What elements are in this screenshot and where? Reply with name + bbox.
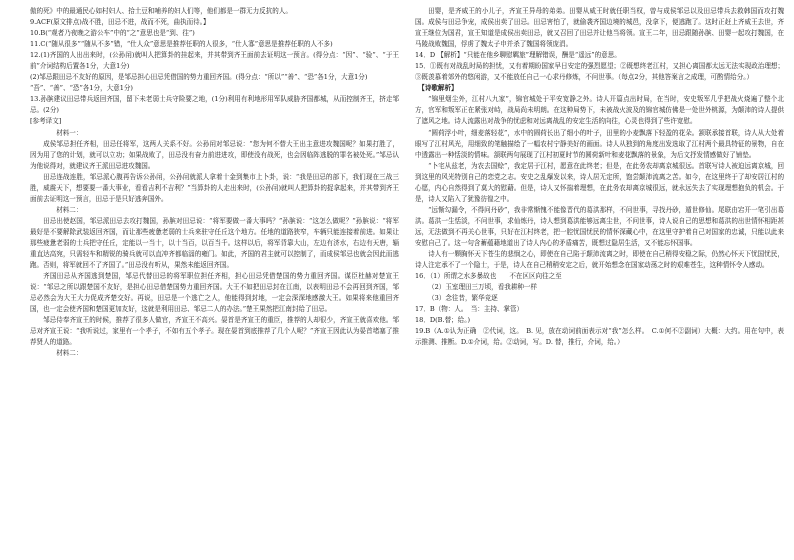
right-paragraph: “圆荷浮小叶，细麦落轻花”，水中的圆荷长出了细小的叶子，田里的小麦飘落下轻盈的花朵。颔联承接首联，诗人从大处着眼写了江村风光，用细致的笔触描绘了一幅农村宁静美好的画面。诗人从独到的角度出发选取了江村两个最具特征的景物，自在中透露出一种恬淡的情味。颔联两句展现了江村初夏时节的圆荷新叶和麦花飘落的景象，为后文抒发情感做好了铺垫。 (415, 128, 784, 159)
right-paragraph: “锦里烟尘外，江村八九家”，锦官城处于平安宽静之外。诗人开篇点出时局，在当时，安史叛军几乎把战火烧遍了整个北方，官军和叛军正在紧张对峙，战局尚未明朗。在这种局势下，未被战火波及的锦官城仿佛是一处世外桃源，为颠沛的诗人提供了遮风之地。诗人流露出对战争的忧虑和对远离战乱的安定生活的向往，心灵也得到了些许宽慰。 (415, 95, 784, 126)
right-paragraph: “卜宅从兹老，为农去国赊”，我定居于江村，愿意在此终老；但是，在此务农却离京城很远。首联写诗人被迫远离京城，回到这里的风光特别自己的恋党之志。安史之乱爆发以来，诗人居无定所，饱尝颠沛流离之苦。如今，在这里终于了却安居江村的心愿，内心自然得到了莫大的慰藉。但是，诗人又怀揣着理想，在此务农却离京城很远，就永远失去了实现理想抱负的机会。于是，诗人又陷入了犹豫彷徨之中。 (415, 161, 784, 203)
right-paragraph: 18．D(B.替；给。) (415, 316, 471, 325)
left-paragraph: 材料二： (56, 349, 83, 358)
left-paragraph: “吾”、“善”、“恐”各1分，大意1分) (30, 84, 133, 93)
right-column (415, 6, 784, 556)
right-paragraph: （3）念往昔，繁华竞逐 (428, 294, 498, 303)
left-paragraph: 邹忌侍奉齐宣王的时候，推荐了很多人做官，齐宣王不高兴。晏首是齐宣王的重臣，推荐的人却很少，齐宣王就喜欢他。邹忌对齐宣王说：“我听说过，家里有一个孝子，不如有五个孝子。现在晏首到底推荐了几个人呢？”齐宣王因此认为晏首堵塞了推荐贤人的道路。 (30, 316, 399, 347)
left-paragraph: 成侯邹忌担任齐相，田忌任将军，这两人关系不好。公孙闬对邹忌说：“您为何不替大王出主意进攻魏国呢？如果打胜了，因为用了您的计划，就可以立功；如果战败了，田忌没有奋力前进进攻，即使没有战死，也会因临阵逃脱的罪名被处死。”邹忌认为他说得对，就建议齐王派田忌进攻魏国。 (30, 139, 399, 170)
right-paragraph: 【诗歌解析】 (418, 84, 458, 93)
left-paragraph: (2)邹忌跟田忌不友好的原因，是邹忌担心田忌凭借国的势力重回齐国。(得分点：“所以”“善”、“恐”各1分，大意1分) (30, 73, 368, 82)
left-paragraph: 10.B(“观者乃夜晚之游公车”中的“之”意思也是“到、往”) (30, 29, 195, 38)
left-paragraph: [参考译文] (30, 117, 62, 126)
right-paragraph: 17．B（物：人。 当：主持、掌管） (415, 305, 524, 314)
left-paragraph: 材料二： (56, 205, 83, 214)
right-paragraph: 16．（1）所谓之水多暴故也 不在区区向往之至 (415, 272, 562, 281)
left-paragraph: 13.孙膑建议田忌带兵返回齐国，留下未老弱士兵守险要之地，(1分)利用有利地形用军队威胁齐国都城，从而控制齐王，挤走邹忌。(2分) (30, 95, 399, 115)
left-paragraph: 9.ACF(原文排点)战不胜，田忌不进，战而不死，曲执而待。】 (30, 18, 210, 27)
left-paragraph: 田忌出使赵国，邹忌派田忌去攻打魏国，孙膑对田忌说：“将军要做一番大事吗？”孙膑说：“这怎么做呢？”孙膑说：“将军最好是不要解除武装返回齐国，而让那些疲惫老弱的士兵来驻守任丘这个地方。任地的道路狭窄，车辆只能连接着前进。如果让那些疲惫老弱的士兵把守任丘，定能以一当十，以十当百，以百当千。这样以后，将军背靠大山，左边有济水，右边有天唐，辎重直达高宛，只需轻车和精锐的骑兵就可以直冲齐都临淄的雍门。如此，齐国的君主就可以控制了，而成侯邹忌也就会因此而逃跑。否则，将军就回不了齐国了。”田忌没有听从，果然未能返回齐国。 (30, 216, 399, 270)
left-paragraph: 12.(1)齐国的人出出来时，(公孙闬)就叫人把算卦的挂起来，并其带到齐王面前去证明这一预言。(得分点：“因”、“验”、“于王前”介词结构后置各1分，大意1分) (30, 51, 399, 71)
left-paragraph: 傲的死》中的最通民心如村妇人、拾土豆和哺养的妇人们等，他们都是一群无力反抗的人。 (30, 7, 292, 15)
right-paragraph: 田婴，是齐威王的小儿子，齐宣王异母的弟弟。田婴从威王时就任职当权，曾与成侯邹忌以及田忌带兵去救韩国而攻打魏国。成侯与田忌争宠，成侯出卖了田忌。田忌害怕了，就偷袭齐国边境的城邑，没拿下，便逃跑了。这时正赶上齐威王去世，齐宣王继位为国君，宣王知道是成侯出卖田忌，就又召回了田忌并让他当将领。宣王二年，田忌跟随孙膑、田婴一起攻打魏国，在马陵战败魏国，俘虏了魏太子申并杀了魏国将领庞涓。 (415, 7, 784, 49)
left-paragraph: 11.C(“随从很多”“随从不多”错，“仕人众”意思是推荐任职的人很多，“仕人寡”意思是推荐任职的人不多) (30, 40, 333, 49)
right-paragraph: 14．D 【解析】“只能在他乡聊慰羁旅”理解错误，酬是“遥远”的意思。 (415, 51, 621, 60)
right-paragraph: 19.B（A.①认为正确 ②代词，这。 B. 见，放在动词前面表示对“我”怎么样。 C.①何不②副词）大概：大约。用在句中，表示推测、推断。D.①介词，给。②动词，写。D. 替，推行，介词，给。） (415, 327, 784, 347)
right-paragraph: 诗人有一颗胸怀天下苍生的悲悯之心，即使在自己陷于颠沛流离之时，即使在自己稍得安稳之际，仍然心怀天下忧国忧民，诗人注定承不了一个隐士，于是，诗人在自己稍稍安定之后，就开始想念在国家动荡之时的艰难苍生，这种情怀令人感动。 (415, 250, 784, 270)
left-paragraph: 田忌连战连胜，邹忌派心腹再告诉公孙闬，公孙闬就派人拿着十金到集市上卜卦，说：“我是田忌的部下，我们现在三战三胜，威震天下，想要要一番大事业，看看吉利不吉利？”当算卦的人走出来时，(公孙闬)就叫人把算卦的捉拿起来，并其带到齐王面前去证明这一预言，田忌于是只好逃奔国外。 (30, 172, 399, 203)
left-column (30, 6, 399, 556)
right-paragraph: （2）玉室理田三万顷，看我耕种一样 (428, 283, 538, 292)
right-paragraph: “远惭勾漏令，不得问丹砂”，我非常惭愧不能像晋代的葛洪那样，不问世事，寻找丹砂，遁世修仙。尾联由宕开一笔引出葛洪。葛洪一生恬淡，不问世事，求仙炼丹，诗人想到葛洪能够远离尘世，不问世事，诗人说自己的思想和葛洪的出世情怀相距甚远，无法做到不再关心世事，只好在江村终老，把一腔忧国忧民的情怀深藏心中，在这里守护着自己对国家的忠诚，只能以此来安慰自己了。这一句含蓄蕴藉地道出了诗人内心的矛盾痛苦，既想过隐居生活，又不能忘怀国事。 (415, 205, 784, 247)
left-paragraph: 齐国田忌从齐国逃到楚国，邹忌代替田忌的将军职位担任齐相，担心田忌凭借楚国的势力重回齐国。谋臣杜赫对楚宣王说：“邹忌之所以跟楚国不友好，是担心田忌借楚国势力重回齐国。大王不如把田忌封在江南，以表明田忌不会再回到齐国，邹忌必然会为大王大力促成齐楚交好。再说，田忌是一个逃亡之人，他能得到封地，一定会深深地感激大王。如果将来他重回齐国，也一定会使齐国和楚国更加友好，这就是利用田忌、邹忌二人的办法。”楚王果然把江南封给了田忌。 (30, 272, 399, 314)
right-paragraph: 15．①既有对战乱时局的担忧，又有着期盼国家早日安定的强烈愿望；②既想终老江村，又担心离国都太远无法实现政治理想；③既羡慕着郊外的悠闲游，又不能放任自己一心求丹修炼，不问世事。（每点2分，其他答案言之成理，可酌情给分。） (415, 62, 784, 82)
left-paragraph: 材料一： (56, 128, 83, 137)
